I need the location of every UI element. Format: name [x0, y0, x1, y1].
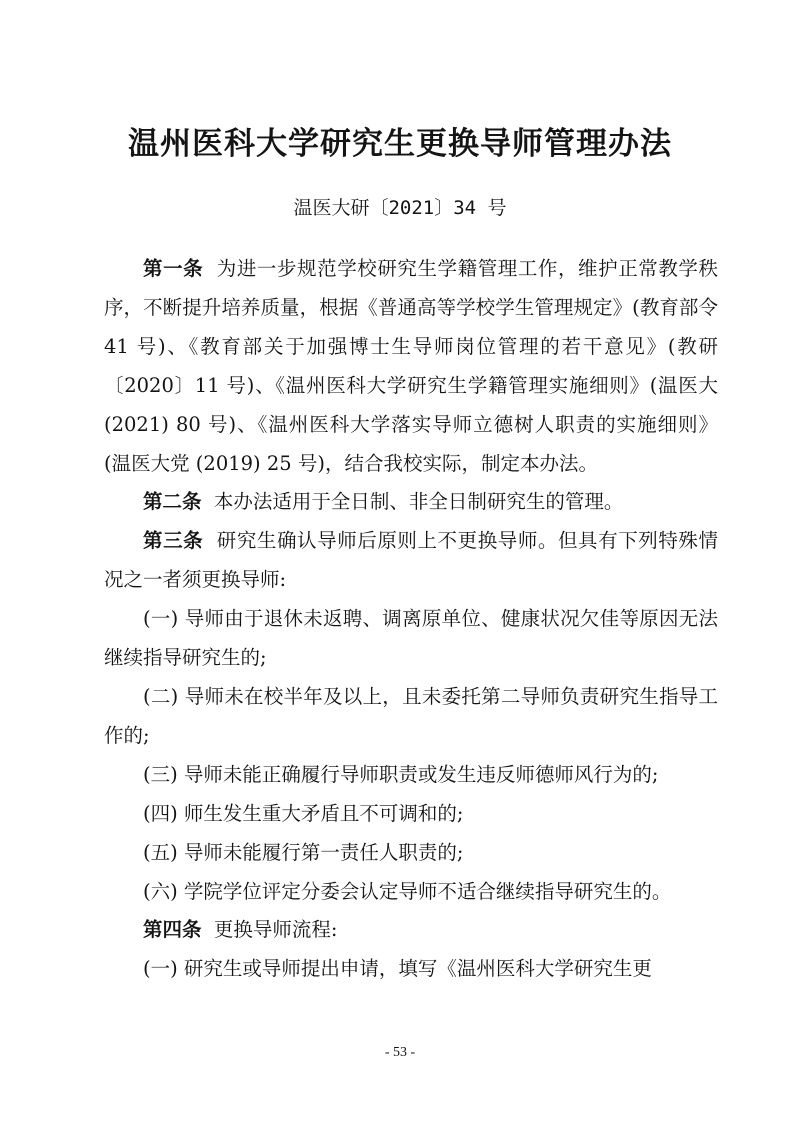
clause-6: (六) 学院学位评定分委会认定导师不适合继续指导研究生的。 — [143, 879, 672, 903]
article-4-clause-1: (一) 研究生或导师提出申请，填写《温州医科大学研究生更 — [143, 957, 652, 981]
clause-3: (三) 导师未能正确履行导师职责或发生违反师德师风行为的; — [143, 762, 659, 786]
article-1-label: 第一条 — [143, 257, 204, 280]
clause-2: (二) 导师未在校半年及以上，且未委托第二导师负责研究生指导工作的; — [104, 684, 718, 747]
clause-1: (一) 导师由于退休未返聘、调离原单位、健康状况欠佳等原因无法继续指导研究生的; — [104, 607, 718, 670]
article-2 — [104, 483, 718, 522]
clause-5: (五) 导师未能履行第一责任人职责的; — [143, 840, 464, 864]
article-2-text: 本办法适用于全日制、非全日制研究生的管理。 — [213, 490, 624, 514]
document-title: 温州医科大学研究生更换导师管理办法 — [128, 126, 672, 162]
article-1 — [104, 250, 718, 483]
document-number: 温医大研〔2021〕34 号 — [293, 197, 507, 219]
article-3-text: 研究生确认导师后原则上不更换导师。但具有下列特殊情况之一者须更换导师: — [104, 529, 718, 592]
article-4-label: 第四条 — [143, 918, 202, 942]
article-4 — [104, 911, 718, 950]
article-2-label: 第二条 — [143, 490, 202, 514]
article-3 — [104, 522, 718, 600]
page-number: - 53 - — [384, 1045, 416, 1060]
clause-4: (四) 师生发生重大矛盾且不可调和的; — [143, 801, 464, 825]
article-4-text: 更换导师流程: — [213, 918, 338, 942]
article-1-text: 为进一步规范学校研究生学籍管理工作，维护正常教学秩序，不断提升培养质量，根据《普通高等学校学生管理规定》(教育部令 41 号)、《教育部关于加强博士生导师岗位管理的若干意见》(教研〔2020〕11 号)、《温州医科大学研究生学籍管理实施细则》(温医大 (2021) 80 号)、《温州医科大学落实导师立德树人职责的实施细则》(温医大党 (2019) 25 号)，结合我校实际，制定本办法。 — [104, 257, 718, 475]
document-body — [104, 250, 718, 989]
article-3-label: 第三条 — [143, 529, 204, 553]
